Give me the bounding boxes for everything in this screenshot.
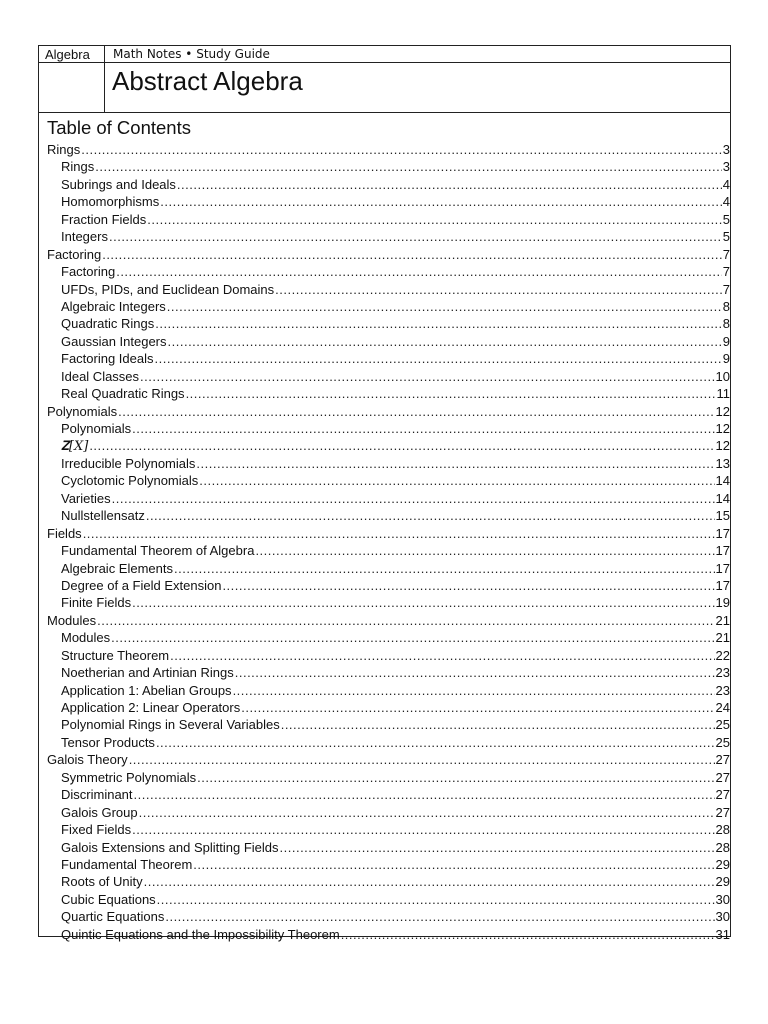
- toc-subsection-entry[interactable]: [47, 594, 730, 611]
- toc-dot-leader: [147, 211, 722, 228]
- toc-subsection-entry[interactable]: [47, 682, 730, 699]
- document-title: Abstract Algebra: [112, 66, 303, 96]
- toc-entry-title: Factoring Ideals: [61, 351, 154, 367]
- toc-entry-page: 7: [722, 246, 730, 262]
- toc-entry-page: 27: [715, 787, 730, 803]
- toc-dot-leader: [109, 228, 722, 245]
- toc-entry-page: 31: [715, 926, 730, 942]
- toc-subsection-entry[interactable]: [47, 193, 730, 210]
- toc-entry-page: 21: [715, 630, 730, 646]
- toc-entry-page: 21: [715, 612, 730, 628]
- toc-entry-page: 28: [715, 839, 730, 855]
- toc-section-entry[interactable]: [47, 612, 730, 629]
- toc-entry-title: Algebraic Integers: [61, 298, 166, 314]
- toc-dot-leader: [89, 437, 714, 454]
- toc-dot-leader: [140, 368, 714, 385]
- toc-subsection-entry[interactable]: [47, 891, 730, 908]
- toc-entry-title: Application 1: Abelian Groups: [61, 682, 232, 698]
- toc-entry-page: 7: [722, 281, 730, 297]
- toc-entry-title: Ideal Classes: [61, 368, 140, 384]
- toc-entry-title: Quadratic Rings: [61, 316, 155, 332]
- toc-entry-page: 4: [722, 194, 730, 210]
- toc-dot-leader: [111, 629, 714, 646]
- toc-entry-page: 9: [722, 333, 730, 349]
- toc-entry-page: 23: [715, 682, 730, 698]
- toc-subsection-entry[interactable]: [47, 298, 730, 315]
- toc-entry-page: 3: [722, 159, 730, 175]
- toc-section-entry[interactable]: [47, 751, 730, 768]
- toc-entry-page: 25: [715, 717, 730, 733]
- toc-entry-page: 27: [715, 752, 730, 768]
- toc-subsection-entry[interactable]: [47, 908, 730, 925]
- toc-subsection-entry[interactable]: [47, 437, 730, 454]
- subject-label: Algebra: [45, 47, 90, 62]
- toc-dot-leader: [139, 804, 715, 821]
- toc-entry-title: Degree of a Field Extension: [61, 577, 222, 593]
- toc-subsection-entry[interactable]: [47, 385, 730, 402]
- toc-entry-page: 10: [715, 368, 730, 384]
- toc-entry-title: Fundamental Theorem of Algebra: [61, 543, 255, 559]
- toc-dot-leader: [129, 751, 715, 768]
- toc-subsection-entry[interactable]: [47, 228, 730, 245]
- toc-subsection-entry[interactable]: [47, 158, 730, 175]
- toc-section-entry[interactable]: [47, 141, 730, 158]
- toc-entry-page: 3: [722, 142, 730, 157]
- toc-subsection-entry[interactable]: [47, 786, 730, 803]
- toc-entry-title: Integers: [61, 229, 108, 245]
- toc-entry-page: 15: [715, 508, 730, 524]
- toc-subsection-entry[interactable]: [47, 542, 730, 559]
- toc-subsection-entry[interactable]: [47, 873, 730, 890]
- toc-entry-page: 23: [715, 665, 730, 681]
- toc-entry-title: Real Quadratic Rings: [61, 386, 185, 402]
- toc-dot-leader: [155, 350, 722, 367]
- toc-subsection-entry[interactable]: [47, 350, 730, 367]
- toc-dot-leader: [199, 472, 714, 489]
- toc-entry-page: 22: [715, 647, 730, 663]
- toc-entry-title: Noetherian and Artinian Rings: [61, 665, 234, 681]
- toc-dot-leader: [156, 734, 715, 751]
- toc-dot-leader: [132, 594, 714, 611]
- toc-dot-leader: [197, 769, 714, 786]
- toc-entry-title: Fundamental Theorem: [61, 856, 193, 872]
- toc-entry-title: Polynomial Rings in Several Variables: [61, 717, 280, 733]
- toc-entry-page: 13: [715, 455, 730, 471]
- toc-entry-page: 24: [715, 700, 730, 715]
- toc-entry-page: 8: [722, 298, 730, 314]
- toc-entry-title: Discriminant: [61, 787, 133, 803]
- toc-dot-leader: [81, 141, 722, 158]
- toc-dot-leader: [116, 263, 722, 280]
- toc-entry-title: Roots of Unity: [61, 874, 143, 890]
- toc-dot-leader: [170, 647, 714, 664]
- toc-entry-page: 17: [715, 560, 730, 576]
- toc-dot-leader: [177, 176, 722, 193]
- toc-dot-leader: [132, 420, 714, 437]
- toc-subsection-entry[interactable]: [47, 263, 730, 280]
- toc-subsection-entry[interactable]: [47, 472, 730, 489]
- toc-dot-leader: [165, 908, 714, 925]
- toc-section-entry[interactable]: [47, 246, 730, 263]
- toc-entry-title: Modules: [61, 630, 111, 646]
- toc-subsection-entry[interactable]: [47, 856, 730, 873]
- toc-dot-leader: [132, 821, 714, 838]
- toc-entry-page: 25: [715, 734, 730, 750]
- toc-entry-title: Symmetric Polynomials: [61, 769, 197, 785]
- toc-entry-title: Gaussian Integers: [61, 333, 167, 349]
- toc-dot-leader: [255, 542, 714, 559]
- toc-dot-leader: [97, 612, 714, 629]
- toc-subsection-entry[interactable]: [47, 804, 730, 821]
- toc-subsection-entry[interactable]: [47, 647, 730, 664]
- toc-section-entry[interactable]: [47, 525, 730, 542]
- toc-entry-title: Cyclotomic Polynomials: [61, 473, 199, 489]
- toc-entry-title: Tensor Products: [61, 734, 155, 750]
- toc-subsection-entry[interactable]: [47, 211, 730, 228]
- toc-entry-title: Galois Group: [61, 804, 138, 820]
- toc-dot-leader: [168, 333, 722, 350]
- toc-subsection-entry[interactable]: [47, 176, 730, 193]
- toc-subsection-entry[interactable]: [47, 699, 730, 716]
- toc-entry-page: 9: [722, 351, 730, 367]
- toc-entry-title: Galois Theory: [47, 752, 128, 768]
- toc-section-entry[interactable]: [47, 403, 730, 420]
- toc-entry-title: Cubic Equations: [61, 891, 156, 907]
- toc-subsection-entry[interactable]: [47, 281, 730, 298]
- toc-entry-page: 17: [715, 577, 730, 593]
- toc-entry-title: Nullstellensatz: [61, 508, 145, 524]
- toc-entry-title: Fields: [47, 525, 82, 541]
- toc-dot-leader: [118, 403, 714, 420]
- toc-entry-title: Fixed Fields: [61, 822, 132, 838]
- toc-dot-leader: [83, 525, 715, 542]
- toc-entry-page: 11: [716, 386, 730, 402]
- toc-subsection-entry[interactable]: [47, 664, 730, 681]
- toc-entry-page: 19: [715, 595, 730, 611]
- toc-dot-leader: [167, 298, 722, 315]
- toc-dot-leader: [196, 455, 714, 472]
- toc-entry-page: 7: [722, 264, 730, 280]
- toc-entry-page: 27: [715, 769, 730, 785]
- toc-entry-page: 5: [722, 229, 730, 245]
- toc-entry-page: 28: [715, 822, 730, 838]
- toc-entry-title: Algebraic Elements: [61, 560, 173, 576]
- toc-subsection-entry[interactable]: [47, 333, 730, 350]
- toc-dot-leader: [160, 193, 722, 210]
- toc-dot-leader: [233, 682, 715, 699]
- toc-entry-title: Quintic Equations and the Impossibility Theorem: [61, 926, 340, 942]
- toc-heading: Table of Contents: [47, 117, 191, 138]
- toc-subsection-entry[interactable]: [47, 769, 730, 786]
- toc-subsection-entry[interactable]: [47, 420, 730, 437]
- toc-entry-page: 5: [722, 211, 730, 227]
- toc-entry-page: 29: [715, 856, 730, 872]
- toc-entry-page: 12: [715, 438, 730, 454]
- toc-entry-page: 17: [715, 543, 730, 559]
- toc-entry-page: 14: [715, 490, 730, 506]
- toc-dot-leader: [281, 716, 715, 733]
- toc-entry-page: 14: [715, 473, 730, 489]
- toc-list: [47, 141, 730, 943]
- toc-dot-leader: [222, 577, 714, 594]
- toc-entry-title: Structure Theorem: [61, 647, 170, 663]
- toc-entry-title: Varieties: [61, 490, 111, 506]
- toc-entry-title: Finite Fields: [61, 595, 132, 611]
- toc-entry-page: 30: [715, 891, 730, 907]
- toc-dot-leader: [95, 158, 722, 175]
- toc-entry-title: Application 2: Linear Operators: [61, 700, 241, 715]
- toc-dot-leader: [174, 560, 715, 577]
- toc-dot-leader: [146, 507, 715, 524]
- toc-subsection-entry[interactable]: [47, 577, 730, 594]
- toc-entry-title: Rings: [61, 159, 95, 175]
- toc-dot-leader: [112, 490, 715, 507]
- toc-entry-title: Quartic Equations: [61, 909, 165, 925]
- toc-entry-page: 30: [715, 909, 730, 925]
- toc-entry-title: Factoring: [61, 264, 116, 280]
- table-of-contents: [38, 113, 731, 942]
- toc-subsection-entry[interactable]: [47, 716, 730, 733]
- toc-subsection-entry[interactable]: [47, 507, 730, 524]
- toc-entry-title: Rings: [47, 142, 81, 157]
- toc-dot-leader: [157, 891, 715, 908]
- toc-dot-leader: [134, 786, 715, 803]
- toc-subsection-entry[interactable]: [47, 734, 730, 751]
- toc-dot-leader: [241, 699, 714, 716]
- toc-dot-leader: [235, 664, 715, 681]
- toc-entry-title: Factoring: [47, 246, 102, 262]
- toc-entry-page: 12: [715, 421, 730, 436]
- toc-subsection-entry[interactable]: [47, 315, 730, 332]
- toc-dot-leader: [186, 385, 716, 402]
- toc-dot-leader: [155, 315, 722, 332]
- toc-entry-title: Irreducible Polynomials: [61, 455, 196, 471]
- toc-dot-leader: [275, 281, 722, 298]
- toc-entry-title: Modules: [47, 612, 97, 628]
- toc-entry-page: 8: [722, 316, 730, 332]
- toc-entry-title: 𝐙[𝑋]: [61, 439, 89, 455]
- toc-dot-leader: [102, 246, 722, 263]
- toc-entry-page: 17: [715, 525, 730, 541]
- toc-subsection-entry[interactable]: [47, 368, 730, 385]
- toc-subsection-entry[interactable]: [47, 560, 730, 577]
- toc-entry-title: Subrings and Ideals: [61, 176, 176, 192]
- toc-entry-title: UFDs, PIDs, and Euclidean Domains: [61, 281, 275, 297]
- toc-entry-title: Homomorphisms: [61, 194, 160, 210]
- toc-dot-leader: [280, 839, 715, 856]
- toc-entry-title: Polynomials: [61, 421, 132, 436]
- toc-entry-page: 29: [715, 874, 730, 890]
- toc-entry-page: 27: [715, 804, 730, 820]
- toc-entry-title: Galois Extensions and Splitting Fields: [61, 839, 279, 855]
- toc-subsection-entry[interactable]: [47, 821, 730, 838]
- toc-entry-title: Polynomials: [47, 403, 118, 419]
- toc-subsection-entry[interactable]: [47, 629, 730, 646]
- toc-entry-page: 12: [715, 403, 730, 419]
- toc-subsection-entry[interactable]: [47, 839, 730, 856]
- toc-entry-title: Fraction Fields: [61, 211, 147, 227]
- toc-subsection-entry[interactable]: [47, 490, 730, 507]
- series-label: Math Notes • Study Guide: [113, 47, 270, 61]
- document-header: [38, 45, 731, 113]
- toc-subsection-entry[interactable]: [47, 455, 730, 472]
- toc-entry-page: 4: [722, 176, 730, 192]
- toc-dot-leader: [193, 856, 714, 873]
- toc-subsection-entry[interactable]: [47, 926, 730, 943]
- toc-dot-leader: [341, 926, 715, 943]
- toc-dot-leader: [144, 873, 715, 890]
